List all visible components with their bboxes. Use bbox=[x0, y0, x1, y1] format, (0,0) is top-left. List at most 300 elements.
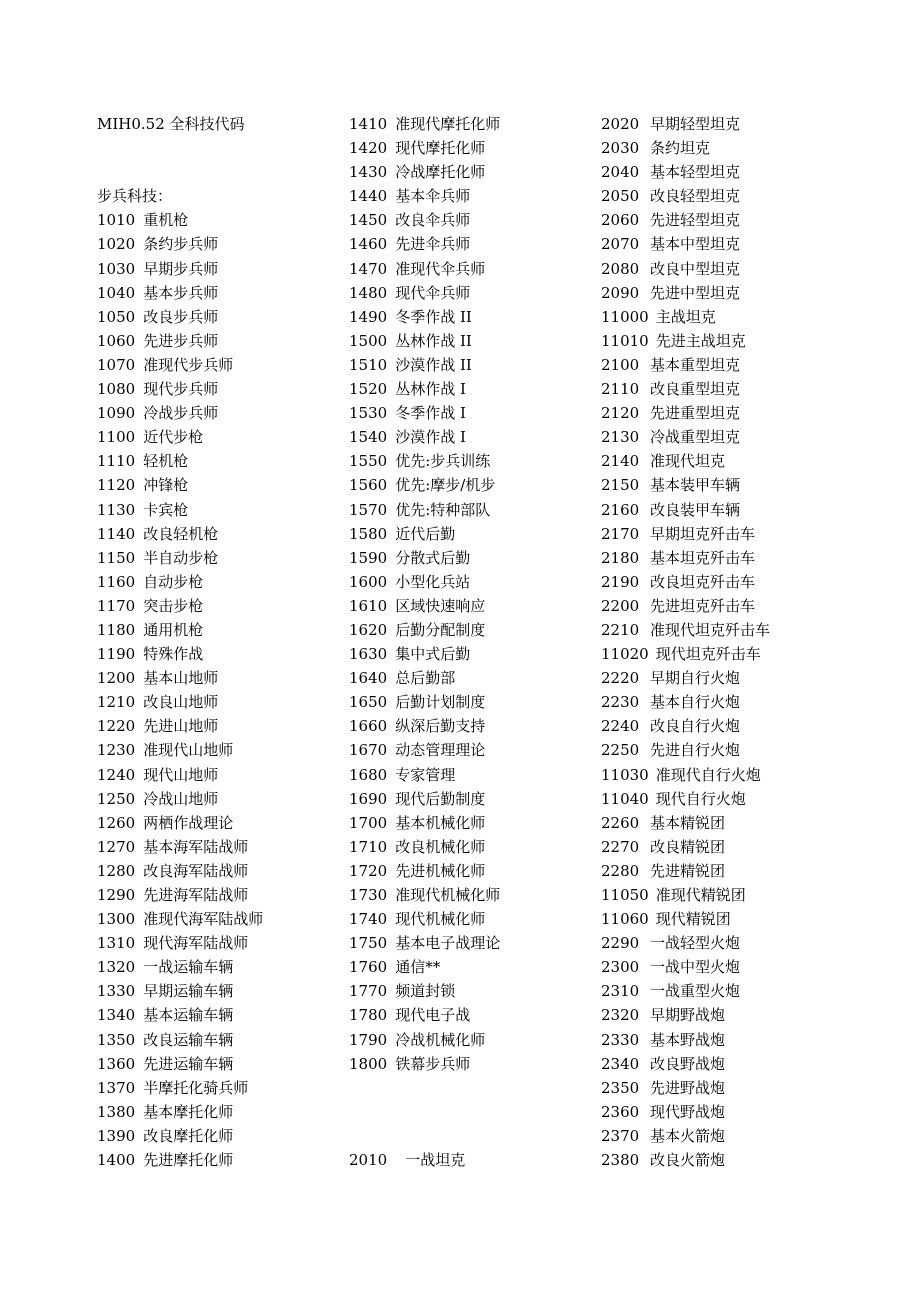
tech-code: 1540 bbox=[349, 428, 388, 447]
tech-code: 2290 bbox=[601, 934, 640, 953]
tech-code: 2040 bbox=[601, 163, 640, 182]
tech-name: 基本装甲车辆 bbox=[650, 476, 741, 495]
tech-entry bbox=[601, 979, 841, 1003]
tech-entry bbox=[97, 449, 337, 473]
tech-entry bbox=[601, 1124, 841, 1148]
tech-name: 沙漠作战 I bbox=[395, 428, 466, 447]
tech-name: 先进轻型坦克 bbox=[650, 211, 741, 230]
tech-entry bbox=[601, 570, 841, 594]
tech-code: 1240 bbox=[97, 765, 136, 784]
tech-entry bbox=[601, 281, 841, 305]
tech-name: 准现代山地师 bbox=[143, 741, 234, 760]
tech-name: 基本中型坦克 bbox=[650, 235, 741, 254]
tech-code: 1730 bbox=[349, 886, 388, 904]
tech-code: 1280 bbox=[97, 861, 136, 880]
tech-code: 1180 bbox=[97, 620, 136, 639]
tech-name: 冷战摩托化师 bbox=[395, 163, 486, 182]
tech-code: 1080 bbox=[97, 380, 136, 399]
tech-name: 一战轻型火炮 bbox=[650, 934, 741, 953]
tech-code: 2250 bbox=[601, 741, 640, 760]
tech-name: 近代后勤 bbox=[395, 524, 456, 543]
tech-entry bbox=[97, 1124, 337, 1148]
tech-entry bbox=[349, 160, 589, 184]
tech-name: 基本海军陆战师 bbox=[143, 837, 249, 856]
tech-code: 1740 bbox=[349, 910, 388, 929]
tech-code: 1720 bbox=[349, 861, 388, 880]
tech-name: 基本运输车辆 bbox=[143, 1006, 234, 1025]
tech-name: 频道封锁 bbox=[395, 982, 456, 1001]
tech-code: 1680 bbox=[349, 765, 388, 784]
tech-entry bbox=[349, 257, 589, 281]
tech-entry bbox=[349, 618, 589, 642]
tech-name: 优先:特种部队 bbox=[395, 500, 491, 519]
tech-code: 1530 bbox=[349, 404, 388, 423]
tech-entry bbox=[601, 1148, 841, 1172]
tech-entry bbox=[97, 763, 337, 787]
tech-entry bbox=[601, 184, 841, 208]
tech-entry bbox=[97, 257, 337, 281]
tech-entry bbox=[349, 232, 589, 256]
tech-name: 后勤计划制度 bbox=[395, 693, 486, 712]
tech-code: 2300 bbox=[601, 958, 640, 977]
tech-name: 现代海军陆战师 bbox=[143, 934, 249, 953]
tech-code: 1380 bbox=[97, 1102, 136, 1121]
tech-entry bbox=[349, 425, 589, 449]
tech-name: 集中式后勤 bbox=[395, 645, 471, 664]
tech-code: 2070 bbox=[601, 235, 640, 254]
tech-name: 现代山地师 bbox=[143, 765, 219, 784]
tech-code: 2220 bbox=[601, 669, 640, 688]
tech-name: 先进海军陆战师 bbox=[143, 886, 249, 904]
tech-code: 1330 bbox=[97, 982, 136, 1001]
tech-entry bbox=[97, 208, 337, 232]
col1-entries bbox=[97, 208, 337, 1172]
tech-entry bbox=[601, 787, 841, 811]
tech-entry bbox=[349, 449, 589, 473]
tech-code: 1140 bbox=[97, 524, 136, 543]
section-heading-infantry: 步兵科技： bbox=[97, 187, 173, 206]
tech-entry bbox=[601, 546, 841, 570]
tech-code: 2010 bbox=[349, 1151, 388, 1170]
tech-name: 冬季作战 II bbox=[395, 307, 472, 326]
tech-code: 2210 bbox=[601, 620, 640, 639]
tech-name: 改良摩托化师 bbox=[143, 1126, 234, 1145]
tech-name: 自动步枪 bbox=[143, 572, 204, 591]
tech-entry bbox=[601, 666, 841, 690]
tech-code: 11010 bbox=[601, 331, 649, 350]
tech-name: 基本电子战理论 bbox=[395, 934, 501, 953]
tech-code: 1620 bbox=[349, 620, 388, 639]
tech-code: 1420 bbox=[349, 139, 388, 158]
tech-name: 条约坦克 bbox=[650, 139, 711, 158]
tech-entry bbox=[97, 305, 337, 329]
tech-entry bbox=[97, 1028, 337, 1052]
tech-code: 2310 bbox=[601, 982, 640, 1001]
tech-name: 基本摩托化师 bbox=[143, 1102, 234, 1121]
tech-entry bbox=[601, 763, 841, 787]
tech-code: 1320 bbox=[97, 958, 136, 977]
tech-entry bbox=[601, 594, 841, 618]
tech-code: 1160 bbox=[97, 572, 136, 591]
tech-code: 2190 bbox=[601, 572, 640, 591]
tech-name: 半自动步枪 bbox=[143, 548, 219, 567]
tech-name: 现代机械化师 bbox=[395, 910, 486, 929]
blank-line bbox=[349, 1076, 589, 1100]
tech-name: 两栖作战理论 bbox=[143, 813, 234, 832]
tech-name: 一战坦克 bbox=[405, 1151, 466, 1170]
tech-name: 改良步兵师 bbox=[143, 307, 219, 326]
blank-line bbox=[349, 1124, 589, 1148]
tech-code: 1350 bbox=[97, 1030, 136, 1049]
tech-code: 2350 bbox=[601, 1078, 640, 1097]
tech-name: 改良野战炮 bbox=[650, 1054, 726, 1073]
tech-code: 1650 bbox=[349, 693, 388, 712]
tech-entry bbox=[601, 208, 841, 232]
tech-name: 冲锋枪 bbox=[143, 476, 189, 495]
blank-line bbox=[97, 136, 337, 160]
tech-code: 1020 bbox=[97, 235, 136, 254]
tech-name: 改良轻型坦克 bbox=[650, 187, 741, 206]
tech-name: 现代坦克歼击车 bbox=[655, 645, 761, 664]
tech-name: 改良轻机枪 bbox=[143, 524, 219, 543]
tech-name: 丛林作战 II bbox=[395, 331, 472, 350]
tech-code: 2020 bbox=[601, 115, 640, 133]
tech-code: 1170 bbox=[97, 596, 136, 615]
tech-code: 1610 bbox=[349, 596, 388, 615]
tech-name: 丛林作战 I bbox=[395, 380, 466, 399]
tech-code: 1070 bbox=[97, 355, 136, 374]
tech-entry bbox=[349, 859, 589, 883]
tech-entry bbox=[97, 811, 337, 835]
tech-entry bbox=[601, 642, 841, 666]
tech-name: 冷战重型坦克 bbox=[650, 428, 741, 447]
tech-code: 2110 bbox=[601, 380, 640, 399]
tech-entry bbox=[97, 1148, 337, 1172]
tech-name: 现代电子战 bbox=[395, 1006, 471, 1025]
tech-code: 2370 bbox=[601, 1126, 640, 1145]
tech-entry bbox=[349, 714, 589, 738]
tech-code: 2270 bbox=[601, 837, 640, 856]
tech-entry bbox=[349, 377, 589, 401]
tech-name: 改良重型坦克 bbox=[650, 380, 741, 399]
tech-name: 先进自行火炮 bbox=[650, 741, 741, 760]
tech-name: 基本步兵师 bbox=[143, 283, 219, 302]
tech-name: 早期运输车辆 bbox=[143, 982, 234, 1001]
tech-entry bbox=[97, 738, 337, 762]
tech-name: 沙漠作战 II bbox=[395, 355, 472, 374]
tech-entry bbox=[601, 329, 841, 353]
tech-code: 1520 bbox=[349, 380, 388, 399]
tech-name: 基本机械化师 bbox=[395, 813, 486, 832]
tech-code: 1570 bbox=[349, 500, 388, 519]
tech-name: 改良山地师 bbox=[143, 693, 219, 712]
tech-name: 先进野战炮 bbox=[650, 1078, 726, 1097]
tech-entry bbox=[349, 522, 589, 546]
tech-entry bbox=[97, 690, 337, 714]
tech-name: 基本自行火炮 bbox=[650, 693, 741, 712]
tech-name: 轻机枪 bbox=[143, 452, 189, 471]
tech-entry bbox=[601, 1028, 841, 1052]
tech-code: 11050 bbox=[601, 886, 649, 904]
tech-name: 改良伞兵师 bbox=[395, 211, 471, 230]
tech-name: 改良自行火炮 bbox=[650, 717, 741, 736]
tech-code: 2330 bbox=[601, 1030, 640, 1049]
tech-entry bbox=[97, 425, 337, 449]
col2-entries bbox=[349, 112, 589, 1076]
tech-code: 1510 bbox=[349, 355, 388, 374]
tech-entry bbox=[349, 763, 589, 787]
tech-code: 2160 bbox=[601, 500, 640, 519]
tech-entry bbox=[601, 136, 841, 160]
tech-entry bbox=[349, 184, 589, 208]
tech-name: 准现代坦克歼击车 bbox=[650, 620, 771, 639]
tech-code: 2360 bbox=[601, 1102, 640, 1121]
tech-name: 先进精锐团 bbox=[650, 861, 726, 880]
tech-entry bbox=[349, 690, 589, 714]
tech-entry bbox=[601, 473, 841, 497]
tech-name: 先进中型坦克 bbox=[650, 283, 741, 302]
tech-code: 2380 bbox=[601, 1151, 640, 1170]
tech-code: 2060 bbox=[601, 211, 640, 230]
tech-code: 1120 bbox=[97, 476, 136, 495]
tech-entry bbox=[601, 1100, 841, 1124]
document-title: MIH0.52 全科技代码 bbox=[97, 115, 245, 133]
tech-entry bbox=[349, 401, 589, 425]
tech-entry bbox=[349, 546, 589, 570]
tech-code: 1410 bbox=[349, 115, 388, 133]
tech-code: 1670 bbox=[349, 741, 388, 760]
tech-name: 半摩托化骑兵师 bbox=[143, 1078, 249, 1097]
tech-name: 先进重型坦克 bbox=[650, 404, 741, 423]
tech-name: 现代自行火炮 bbox=[655, 789, 746, 808]
tech-entry bbox=[97, 281, 337, 305]
tech-name: 一战中型火炮 bbox=[650, 958, 741, 977]
tech-name: 突击步枪 bbox=[143, 596, 204, 615]
tech-code: 1750 bbox=[349, 934, 388, 953]
tech-name: 专家管理 bbox=[395, 765, 456, 784]
tech-entry bbox=[97, 401, 337, 425]
tech-code: 1130 bbox=[97, 500, 136, 519]
tech-entry bbox=[349, 473, 589, 497]
tech-code: 1010 bbox=[97, 211, 136, 230]
tech-code: 11020 bbox=[601, 645, 649, 664]
tech-entry bbox=[349, 1003, 589, 1027]
tech-entry bbox=[97, 931, 337, 955]
tech-code: 1060 bbox=[97, 331, 136, 350]
tech-entry bbox=[349, 787, 589, 811]
tech-entry bbox=[349, 955, 589, 979]
tech-name: 早期野战炮 bbox=[650, 1006, 726, 1025]
tech-code: 1710 bbox=[349, 837, 388, 856]
tech-code: 2050 bbox=[601, 187, 640, 206]
tech-name: 准现代坦克 bbox=[650, 452, 726, 471]
tech-name: 铁幕步兵师 bbox=[395, 1054, 471, 1073]
tech-entry bbox=[349, 305, 589, 329]
tech-name: 改良精锐团 bbox=[650, 837, 726, 856]
tech-entry bbox=[97, 546, 337, 570]
tech-entry bbox=[97, 1052, 337, 1076]
tech-entry bbox=[349, 979, 589, 1003]
tech-entry bbox=[349, 666, 589, 690]
tech-code: 1470 bbox=[349, 259, 388, 278]
tech-code: 1100 bbox=[97, 428, 136, 447]
tech-code: 1300 bbox=[97, 910, 136, 929]
tech-code: 2200 bbox=[601, 596, 640, 615]
tech-code: 1490 bbox=[349, 307, 388, 326]
blank-line bbox=[97, 160, 337, 184]
tech-entry bbox=[97, 377, 337, 401]
tech-entry bbox=[97, 473, 337, 497]
tech-entry bbox=[349, 353, 589, 377]
tech-code: 1370 bbox=[97, 1078, 136, 1097]
tech-entry bbox=[349, 1028, 589, 1052]
tech-entry bbox=[601, 498, 841, 522]
tech-entry bbox=[97, 666, 337, 690]
tech-code: 11030 bbox=[601, 765, 649, 784]
tech-name: 一战重型火炮 bbox=[650, 982, 741, 1001]
tech-name: 早期坦克歼击车 bbox=[650, 524, 756, 543]
tech-name: 基本野战炮 bbox=[650, 1030, 726, 1049]
tech-name: 准现代自行火炮 bbox=[655, 765, 761, 784]
tech-code: 1790 bbox=[349, 1030, 388, 1049]
tech-code: 2260 bbox=[601, 813, 640, 832]
tech-code: 1600 bbox=[349, 572, 388, 591]
tech-entry bbox=[97, 835, 337, 859]
tech-entry bbox=[601, 1076, 841, 1100]
tech-name: 基本轻型坦克 bbox=[650, 163, 741, 182]
tech-code: 1250 bbox=[97, 789, 136, 808]
tech-entry bbox=[601, 449, 841, 473]
tech-code: 2280 bbox=[601, 861, 640, 880]
tech-entry bbox=[97, 594, 337, 618]
tech-entry bbox=[349, 642, 589, 666]
tech-code: 1560 bbox=[349, 476, 388, 495]
tech-code: 1230 bbox=[97, 741, 136, 760]
tech-entry bbox=[349, 883, 589, 907]
tech-entry bbox=[97, 883, 337, 907]
tech-entry bbox=[601, 931, 841, 955]
tech-entry bbox=[601, 883, 841, 907]
tech-name: 动态管理理论 bbox=[395, 741, 486, 760]
tech-name: 现代摩托化师 bbox=[395, 139, 486, 158]
tech-name: 冷战山地师 bbox=[143, 789, 219, 808]
tech-name: 现代野战炮 bbox=[650, 1102, 726, 1121]
tech-code: 1310 bbox=[97, 934, 136, 953]
tech-entry bbox=[349, 281, 589, 305]
tech-entry bbox=[601, 1052, 841, 1076]
tech-name: 现代精锐团 bbox=[655, 910, 731, 929]
tech-code: 1480 bbox=[349, 283, 388, 302]
tech-entry bbox=[97, 353, 337, 377]
tech-entry bbox=[349, 570, 589, 594]
tech-name: 先进伞兵师 bbox=[395, 235, 471, 254]
tech-code: 1220 bbox=[97, 717, 136, 736]
tech-entry bbox=[601, 112, 841, 136]
tech-entry bbox=[349, 811, 589, 835]
tech-code: 1430 bbox=[349, 163, 388, 182]
tech-name: 近代步枪 bbox=[143, 428, 204, 447]
tech-entry bbox=[349, 738, 589, 762]
tech-code: 2130 bbox=[601, 428, 640, 447]
tech-name: 特殊作战 bbox=[143, 645, 204, 664]
tech-entry bbox=[601, 232, 841, 256]
tech-entry bbox=[97, 787, 337, 811]
tech-name: 通用机枪 bbox=[143, 620, 204, 639]
tech-name: 先进步兵师 bbox=[143, 331, 219, 350]
tech-code: 2340 bbox=[601, 1054, 640, 1073]
tech-name: 先进山地师 bbox=[143, 717, 219, 736]
tech-code: 11060 bbox=[601, 910, 649, 929]
tech-entry bbox=[97, 907, 337, 931]
tech-entry bbox=[97, 979, 337, 1003]
tech-entry bbox=[97, 859, 337, 883]
tech-entry bbox=[601, 714, 841, 738]
tech-name: 一战运输车辆 bbox=[143, 958, 234, 977]
column-2 bbox=[349, 112, 589, 1172]
tech-entry bbox=[601, 425, 841, 449]
tech-code: 1090 bbox=[97, 404, 136, 423]
tech-code: 1550 bbox=[349, 452, 388, 471]
tech-entry bbox=[97, 642, 337, 666]
tech-code: 1290 bbox=[97, 886, 136, 904]
tech-entry bbox=[601, 859, 841, 883]
tech-name: 先进运输车辆 bbox=[143, 1054, 234, 1073]
tech-entry bbox=[97, 1076, 337, 1100]
tech-entry bbox=[349, 136, 589, 160]
tech-name: 早期自行火炮 bbox=[650, 669, 741, 688]
tech-name: 改良机械化师 bbox=[395, 837, 486, 856]
tech-entry bbox=[601, 1003, 841, 1027]
tech-entry bbox=[97, 570, 337, 594]
blank-line bbox=[349, 1100, 589, 1124]
tech-code: 2180 bbox=[601, 548, 640, 567]
tech-name: 基本精锐团 bbox=[650, 813, 726, 832]
tech-entry bbox=[601, 907, 841, 931]
tech-code: 1040 bbox=[97, 283, 136, 302]
tech-entry bbox=[601, 522, 841, 546]
tech-code: 1450 bbox=[349, 211, 388, 230]
tech-entry bbox=[97, 498, 337, 522]
tech-code: 1150 bbox=[97, 548, 136, 567]
tech-code: 2320 bbox=[601, 1006, 640, 1025]
tech-entry bbox=[601, 835, 841, 859]
tech-code: 11040 bbox=[601, 789, 649, 808]
tech-name: 改良装甲车辆 bbox=[650, 500, 741, 519]
tech-name: 准现代摩托化师 bbox=[395, 115, 501, 133]
tech-code: 1030 bbox=[97, 259, 136, 278]
tech-entry bbox=[97, 1100, 337, 1124]
tech-entry bbox=[349, 112, 589, 136]
tech-entry bbox=[601, 305, 841, 329]
tech-name: 改良坦克歼击车 bbox=[650, 572, 756, 591]
tech-code: 1110 bbox=[97, 452, 136, 471]
tech-entry bbox=[601, 353, 841, 377]
tech-entry bbox=[97, 232, 337, 256]
tech-name: 通信** bbox=[395, 958, 441, 977]
tech-entry bbox=[601, 738, 841, 762]
tech-name: 总后勤部 bbox=[395, 669, 456, 688]
tech-entry bbox=[601, 401, 841, 425]
tech-code: 2230 bbox=[601, 693, 640, 712]
tech-name: 现代步兵师 bbox=[143, 380, 219, 399]
tech-code: 1400 bbox=[97, 1151, 136, 1170]
tech-name: 小型化兵站 bbox=[395, 572, 471, 591]
tech-code: 2030 bbox=[601, 139, 640, 158]
tech-name: 现代伞兵师 bbox=[395, 283, 471, 302]
tech-code: 1460 bbox=[349, 235, 388, 254]
tech-entry bbox=[601, 618, 841, 642]
tech-name: 条约步兵师 bbox=[143, 235, 219, 254]
